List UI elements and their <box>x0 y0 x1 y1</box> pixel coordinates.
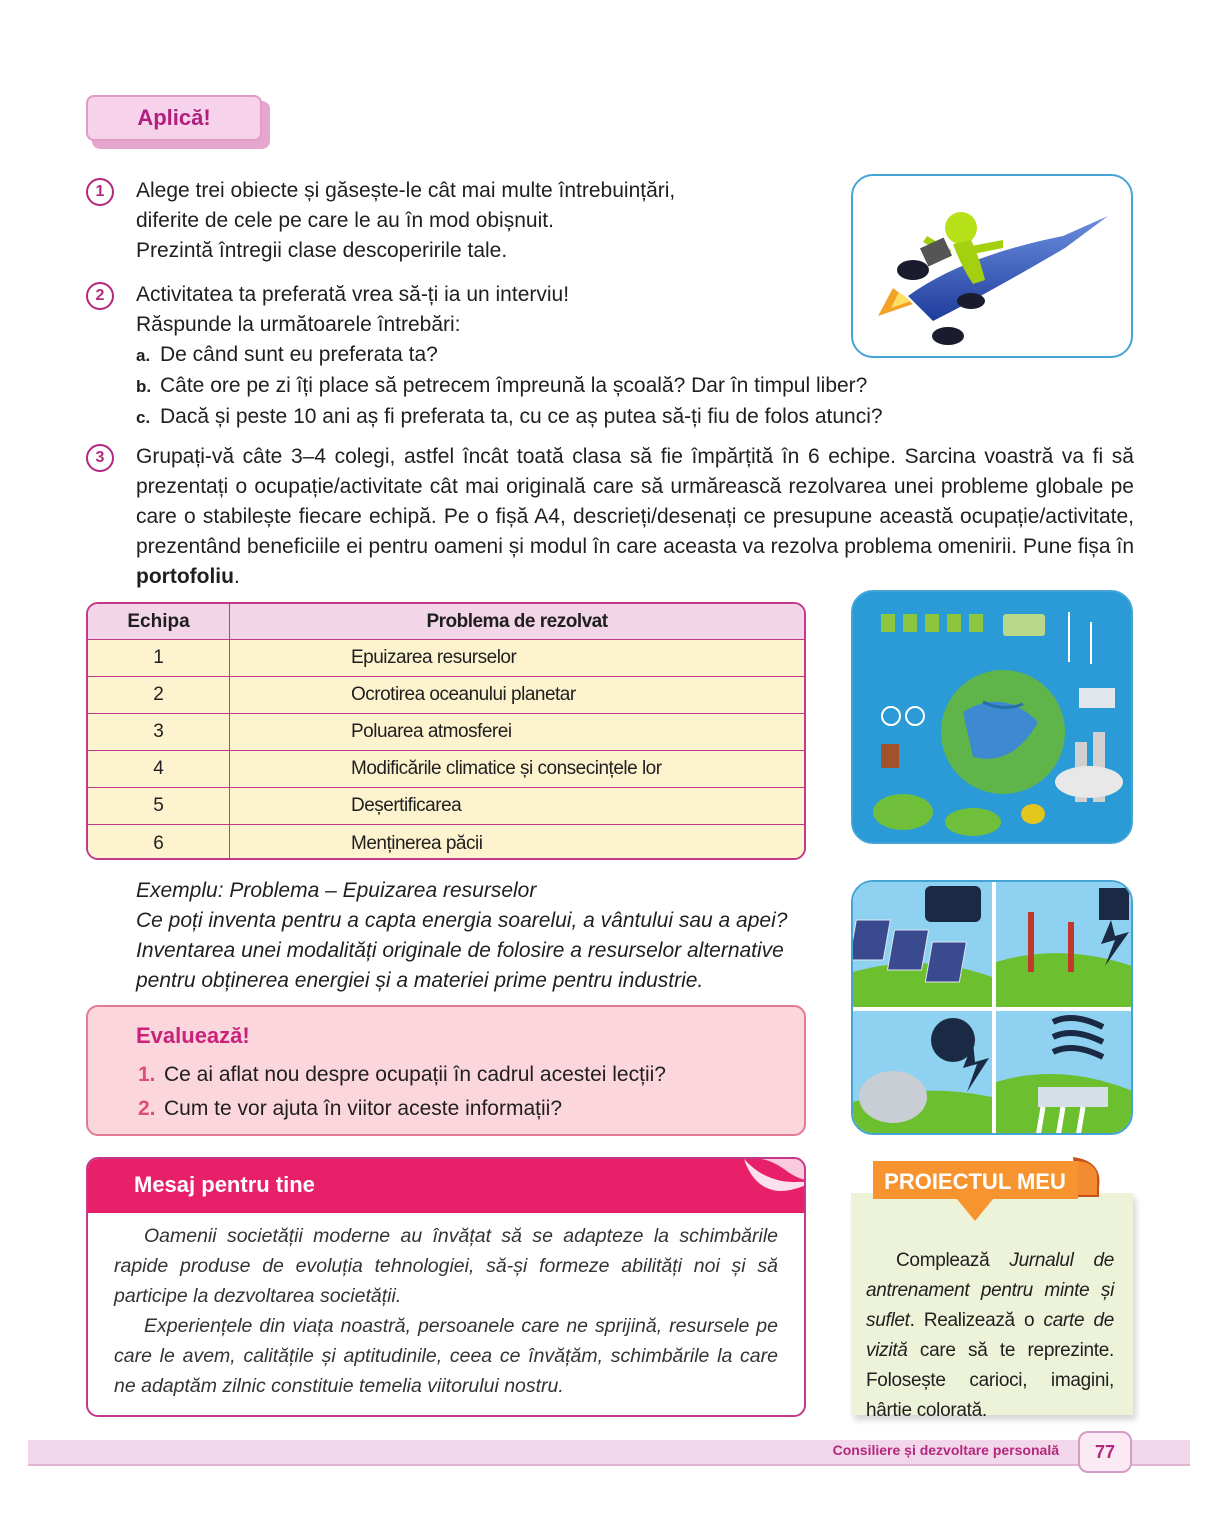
task-3-number: 3 <box>86 444 114 472</box>
table-row: 2 Ocrotirea oceanului planetar <box>88 677 804 714</box>
task-2-b: b. Câte ore pe zi îți place să petrecem împreună la școală? Dar în timpul liber? <box>136 374 868 397</box>
aplica-title: Aplică! <box>86 95 262 141</box>
mesaj-paragraph-1: Oamenii societății moderne au învățat să se adapteze la schimbările rapide produse de evoluția tehnologiei, să-și formeze abilități noi și să participe la dezvoltarea societății. <box>114 1225 778 1307</box>
page-number: 77 <box>1078 1431 1132 1473</box>
table-row: 6 Menținerea păcii <box>88 825 804 860</box>
proiect-title: PROIECTUL MEU <box>884 1169 1066 1194</box>
proiect-text: Complează Jurnalul de antrenament pentru minte și suflet. Realizează o carte de vizită care să te reprezinte. Folosește carioci, imagini, hârtie colorată. <box>866 1250 1115 1421</box>
page-curl-decoration <box>724 1157 806 1223</box>
col-problema: Problema de rezolvat <box>426 610 608 632</box>
task-3-text: Grupați-vă câte 3–4 colegi, astfel încât toată clasa să fie împărțită în 6 echipe. Sarcina voastră va fi să prezentați o ocupație/activitate cât mai originală care să urmărească rezolvarea unei probleme globale pe care o stabilește fiecare echipă. Pe o fișă A4, descrieți/desenați ce presupune această ocupație/activitate, prezentând beneficiile ei pentru oameni și modul în care aceasta va rezolva problema omenirii. Pune fișa în portofoliu. <box>136 445 1134 588</box>
table-row: 1 Epuizarea resurselor <box>88 640 804 677</box>
energy-illustration <box>851 880 1133 1135</box>
evalueaza-item-2: 2. Cum te vor ajuta în viitor aceste informații? <box>138 1097 562 1120</box>
rocket-illustration <box>851 174 1133 358</box>
teams-table <box>86 602 806 860</box>
proiect-banner <box>873 1157 1103 1237</box>
example-text: Exemplu: Problema – Epuizarea resurselor Ce poți inventa pentru a capta energia soarelui, a vântului sau a apei? Inventarea unei modalități originale de folosire a resurselor alternative pentru obținerea energiei și a materiei prime pentru industrie. <box>136 879 788 992</box>
task-1-text: Alege trei obiecte și găsește-le cât mai multe întrebuințări, diferite de cele pe care le au în mod obișnuit. Prezintă întregii clase descoperirile tale. <box>136 179 676 262</box>
task-2-text: Activitatea ta preferată vrea să-ți ia un interviu! Răspunde la următoarele întrebări: a. De când sunt eu preferata ta? b. Câte ore pe zi îți place să petrecem împreună la școală? Dar în timpul liber? c. Dacă și peste 10 ani aș fi preferata ta, cu ce aș putea să-ți fiu de folos atunci? <box>136 280 956 433</box>
mesaj-paragraph-2: Experiențele din viața noastră, persoanele care ne sprijină, resursele pe care le avem, calitățile și aptitudinile, ceea ce învățăm, schimbările la care ne adaptăm zilnic constituie temelia viitorului nostru. <box>114 1315 778 1397</box>
task-1-number: 1 <box>86 178 114 206</box>
task-2-a: a. De când sunt eu preferata ta? <box>136 343 438 366</box>
mesaj-title: Mesaj pentru tine <box>134 1172 315 1197</box>
task-2-c: c. Dacă și peste 10 ani aș fi preferata ta, cu ce aș putea să-ți fiu de folos atunci? <box>136 405 883 428</box>
table-row: 5 Deșertificarea <box>88 788 804 825</box>
table-row: 3 Poluarea atmosferei <box>88 714 804 751</box>
task-2-number: 2 <box>86 282 114 310</box>
evalueaza-box <box>86 1005 806 1136</box>
aplica-tab <box>86 95 270 149</box>
evalueaza-title: Evaluează! <box>136 1023 250 1048</box>
table-row: 4 Modificările climatice și consecințele lor <box>88 751 804 788</box>
table-header <box>88 604 804 640</box>
eco-illustration <box>851 590 1133 844</box>
evalueaza-item-1: 1. Ce ai aflat nou despre ocupații în cadrul acestei lecții? <box>138 1063 666 1086</box>
footer-subject: Consiliere și dezvoltare personală <box>832 1442 1059 1458</box>
mesaj-body <box>114 1221 778 1401</box>
col-echipa: Echipa <box>88 604 230 639</box>
mesaj-box <box>86 1157 806 1417</box>
